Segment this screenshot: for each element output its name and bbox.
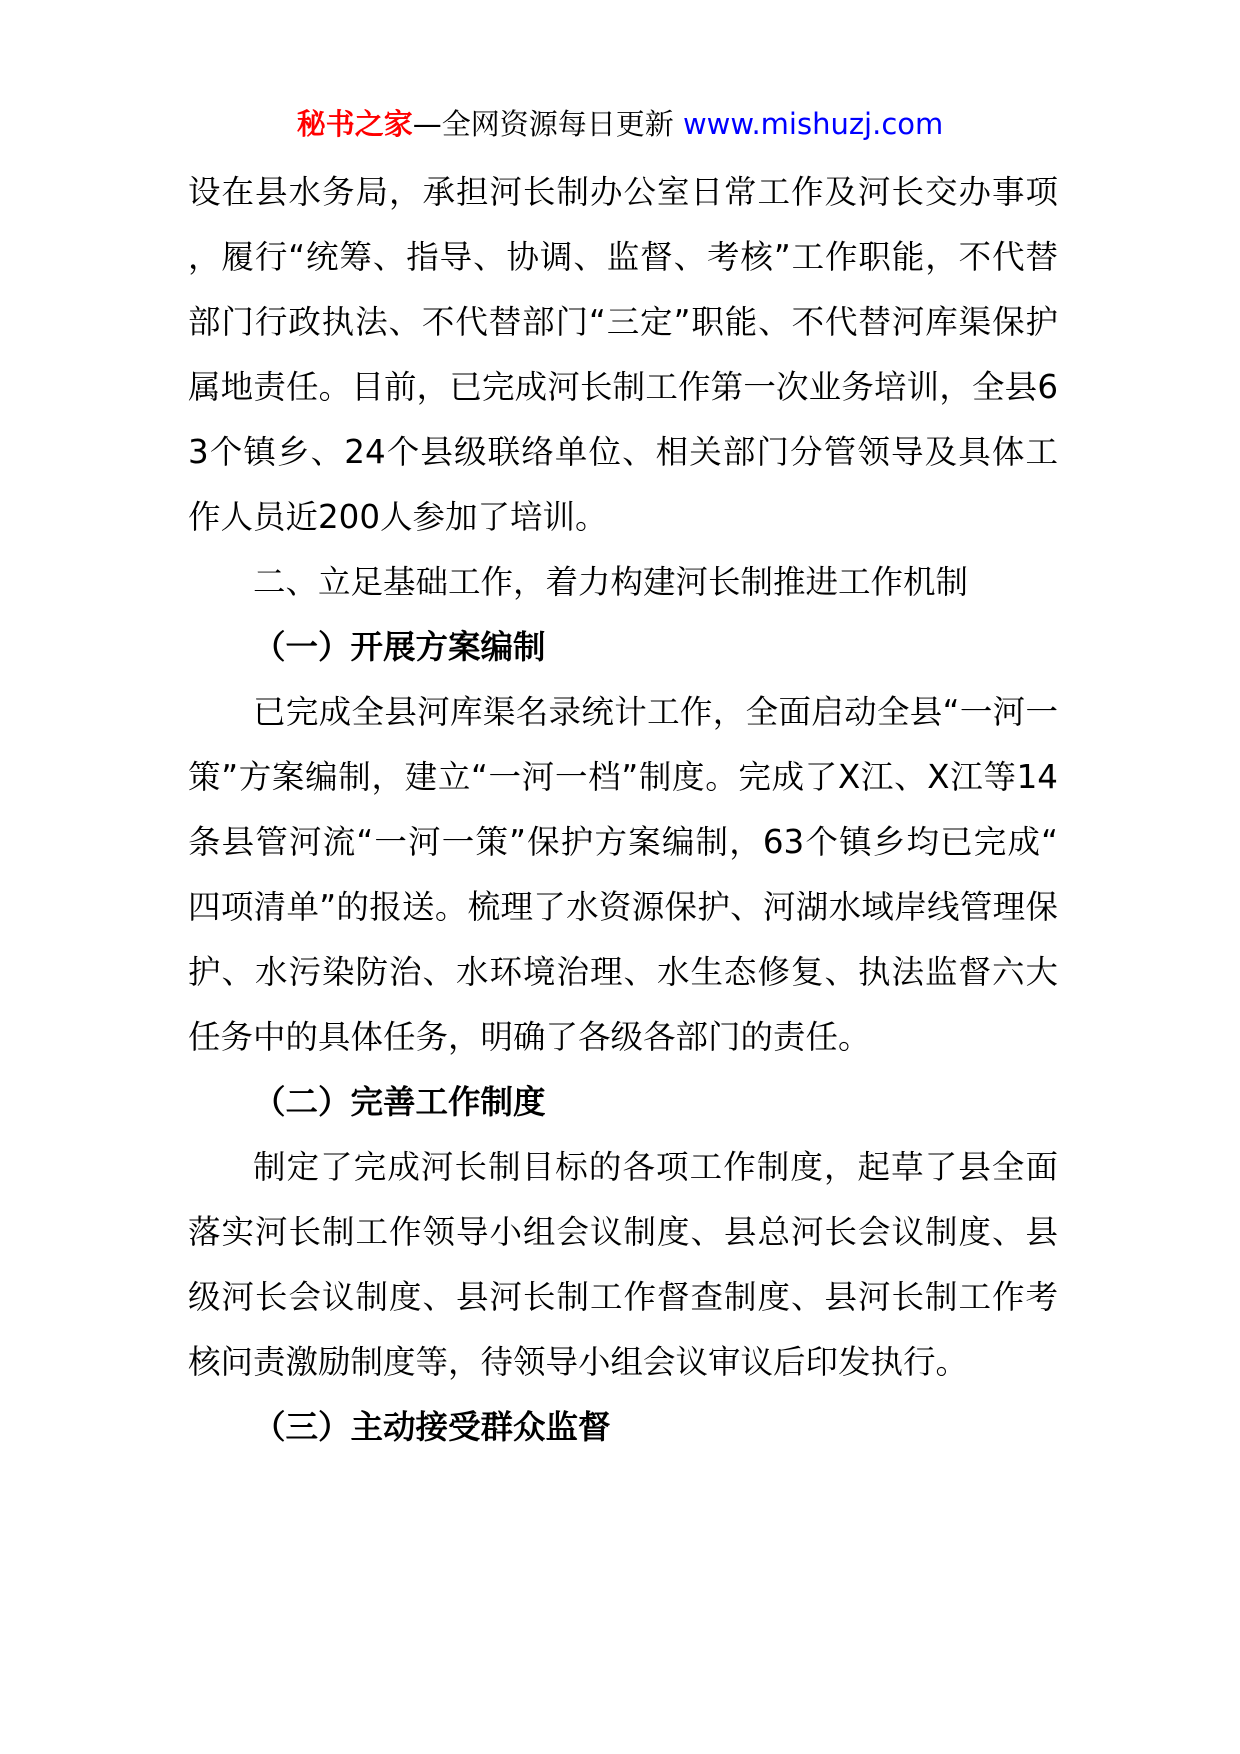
document-body — [188, 160, 1058, 1460]
page-header — [0, 104, 1240, 144]
subsection-heading-supervision: （三）主动接受群众监督 — [253, 1408, 611, 1446]
brand-name: 秘书之家 — [296, 107, 413, 141]
subsection-heading-system: （二）完善工作制度 — [253, 1083, 546, 1121]
site-url-link[interactable]: www.mishuzj.com — [682, 107, 944, 141]
paragraph-system: 制定了完成河长制目标的各项工作制度，起草了县全面落实河长制工作领导小组会议制度、县总河长会议制度、县级河长会议制度、县河长制工作督查制度、县河长制工作考核问责激励制度等，待领导小组会议审议后印发执行。 — [188, 1148, 1058, 1381]
paragraph-continuation: 设在县水务局，承担河长制办公室日常工作及河长交办事项，履行“统筹、指导、协调、监督、考核”工作职能，不代替部门行政执法、不代替部门“三定”职能、不代替河库渠保护属地责任。目前，已完成河长制工作第一次业务培训，全县63个镇乡、24个县级联络单位、相关部门分管领导及具体工作人员近200人参加了培训。 — [188, 173, 1058, 536]
paragraph-plan: 已完成全县河库渠名录统计工作，全面启动全县“一河一策”方案编制，建立“一河一档”制度。完成了X江、X江等14条县管河流“一河一策”保护方案编制，63个镇乡均已完成“四项清单”的报送。梳理了水资源保护、河湖水域岸线管理保护、水污染防治、水环境治理、水生态修复、执法监督六大任务中的具体任务，明确了各级各部门的责任。 — [188, 693, 1058, 1056]
header-slogan: —全网资源每日更新 — [412, 107, 674, 141]
section-heading-2: 二、立足基础工作，着力构建河长制推进工作机制 — [253, 563, 969, 601]
subsection-heading-plan: （一）开展方案编制 — [253, 628, 546, 666]
